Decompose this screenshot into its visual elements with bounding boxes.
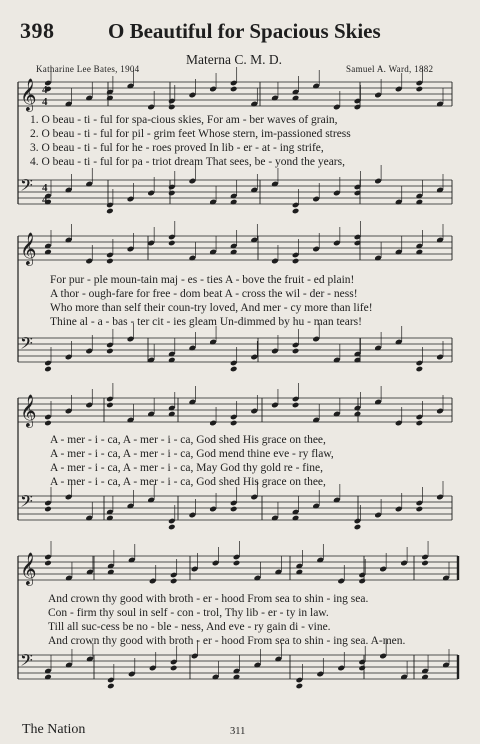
- note-head: [170, 578, 178, 585]
- composer-credit: Samuel A. Ward, 1882: [346, 64, 434, 74]
- note-head: [358, 665, 366, 672]
- note-head: [292, 208, 300, 215]
- time-signature-top: 4: [42, 84, 48, 96]
- note-head: [106, 208, 114, 215]
- verse-line: A thor - ough-fare for free - dom beat A - cross the wil - der - ness!: [50, 288, 358, 300]
- verse-line: Con - firm thy soul in self - con - trol, Thy lib - er - ty in law.: [48, 607, 329, 619]
- verse-line: For pur - ple moun-tain maj - es - ties A - bove the fruit - ed plain!: [50, 274, 355, 286]
- note-head: [358, 578, 366, 585]
- bass-clef-icon: 𝄢: [20, 491, 33, 515]
- note-head: [230, 86, 238, 93]
- note-head: [106, 258, 114, 265]
- note-head: [107, 683, 115, 690]
- note-head: [44, 506, 52, 513]
- tune-meter: Materna C. M. D.: [186, 52, 282, 67]
- note-head: [416, 86, 424, 93]
- verse-line: Who more than self their coun-try loved, And mer - cy more than life!: [50, 302, 373, 314]
- time-signature-top: 4: [42, 182, 48, 194]
- note-head: [168, 190, 176, 197]
- treble-clef-icon: 𝄞: [20, 232, 37, 265]
- note-head: [168, 240, 176, 247]
- note-head: [170, 665, 178, 672]
- note-head: [168, 104, 176, 111]
- time-signature-bottom: 4: [42, 96, 48, 108]
- note-head: [106, 402, 114, 409]
- note-head: [168, 524, 176, 531]
- note-head: [230, 420, 238, 427]
- bass-clef-icon: 𝄢: [20, 175, 33, 199]
- hymn-title: O Beautiful for Spacious Skies: [108, 19, 381, 43]
- note-head: [416, 366, 424, 373]
- verse-line: 1. O beau - ti - ful for spa-cious skies, For am - ber waves of grain,: [30, 114, 338, 126]
- verse-line: 4. O beau - ti - ful for pa - triot dream That sees, be - yond the years,: [30, 156, 345, 168]
- note-head: [416, 420, 424, 427]
- note-head: [233, 560, 241, 567]
- verse-line: And crown thy good with broth - er - hood From sea to shin - ing sea. A-men.: [48, 635, 406, 647]
- note-head: [292, 348, 300, 355]
- verse-line: Till all suc-cess be no - ble - ness, And eve - ry gain di - vine.: [48, 621, 331, 633]
- verse-line: 2. O beau - ti - ful for pil - grim feet Whose stern, im-passioned stress: [30, 128, 351, 140]
- note-head: [292, 402, 300, 409]
- note-head: [106, 348, 114, 355]
- verse-line: A - mer - i - ca, A - mer - i - ca, God shed His grace on thee,: [50, 476, 326, 488]
- note-head: [354, 524, 362, 531]
- section-name: The Nation: [22, 722, 86, 737]
- note-head: [296, 683, 304, 690]
- treble-clef-icon: 𝄞: [20, 394, 37, 427]
- note-head: [230, 366, 238, 373]
- note-head: [416, 506, 424, 513]
- note-head: [44, 420, 52, 427]
- author-credit: Katharine Lee Bates, 1904: [36, 64, 140, 74]
- bass-clef-icon: 𝄢: [20, 333, 33, 357]
- treble-clef-icon: 𝄞: [20, 552, 37, 585]
- verse-line: A - mer - i - ca, A - mer - i - ca, May God thy gold re - fine,: [50, 462, 324, 474]
- verse-line: A - mer - i - ca, A - mer - i - ca, God mend thine eve - ry flaw,: [50, 448, 334, 460]
- verse-line: And crown thy good with broth - er - hood From sea to shin - ing sea.: [48, 593, 369, 605]
- time-signature-bottom: 4: [42, 194, 48, 206]
- verse-line: 3. O beau - ti - ful for he - roes proved In lib - er - at - ing strife,: [30, 142, 324, 154]
- note-head: [421, 560, 429, 567]
- verse-line: Thine al - a - bas - ter cit - ies gleam Un-dimmed by hu - man tears!: [50, 316, 362, 328]
- note-head: [292, 258, 300, 265]
- page-number: 311: [230, 726, 246, 737]
- treble-clef-icon: 𝄞: [20, 78, 37, 111]
- hymn-number: 398: [20, 18, 55, 43]
- note-head: [44, 366, 52, 373]
- note-head: [44, 560, 52, 567]
- note-head: [230, 506, 238, 513]
- bass-clef-icon: 𝄢: [20, 650, 33, 674]
- verse-line: A - mer - i - ca, A - mer - i - ca, God shed His grace on thee,: [50, 434, 326, 446]
